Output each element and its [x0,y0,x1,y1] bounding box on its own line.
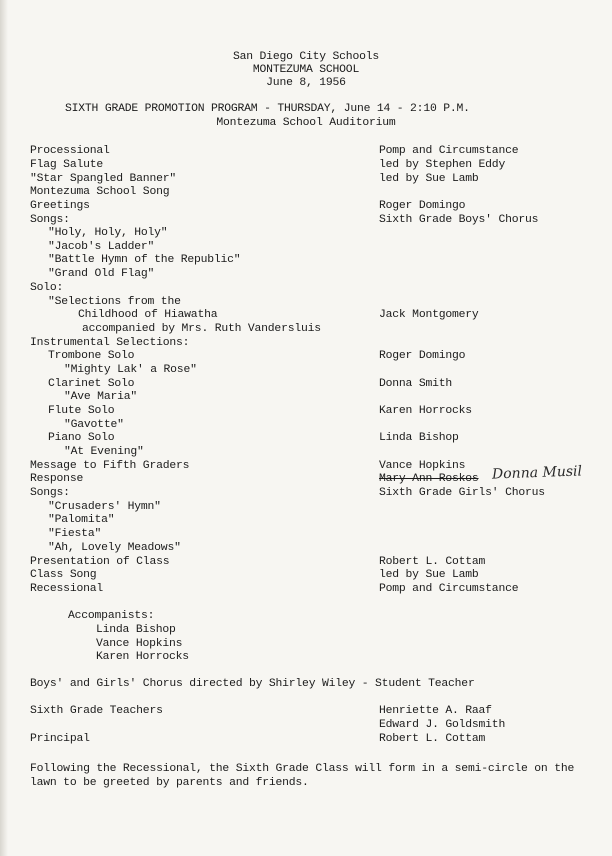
program-title: SIXTH GRADE PROMOTION PROGRAM - THURSDAY, June 14 - 2:10 P.M. [65,103,470,115]
performer: Jack Montgomery [379,309,479,321]
song-title: "Mighty Lak' a Rose" [64,364,197,376]
program-item: Greetings [30,200,90,212]
program-item: Songs: [30,214,70,226]
program-item: Class Song [30,569,97,581]
performer: led by Sue Lamb [379,569,479,581]
program-item: Presentation of Class [30,556,170,568]
handwritten-correction: Donna Musil [491,463,583,483]
program-item: Recessional [30,583,103,595]
song-title: "Palomita" [48,514,115,526]
district-name: San Diego City Schools [233,51,379,63]
instrument-solo: Clarinet Solo [48,378,135,390]
accompanist-name: Linda Bishop [96,624,176,636]
accompanist-name: Karen Horrocks [96,651,189,663]
program-item: Flag Salute [30,159,103,171]
performer: Sixth Grade Girls' Chorus [379,487,545,499]
accompaniment-note: accompanied by Mrs. Ruth Vandersluis [82,323,321,335]
program-location: Montezuma School Auditorium [216,117,396,129]
performer: Karen Horrocks [379,405,472,417]
song-title: "At Evening" [64,446,144,458]
instrument-solo: Flute Solo [48,405,115,417]
song-title: "Battle Hymn of the Republic" [48,254,241,266]
program-item: Response [30,473,84,485]
song-title: Childhood of Hiawatha [78,309,218,321]
program-item: Solo: [30,282,64,294]
performer: Linda Bishop [379,432,459,444]
document-date: June 8, 1956 [266,77,346,89]
teachers-label: Sixth Grade Teachers [30,705,163,717]
song-title: "Ah, Lovely Meadows" [48,542,181,554]
program-item: Songs: [30,487,70,499]
program-item: Processional [30,145,110,157]
performer: led by Sue Lamb [379,173,479,185]
performer: led by Stephen Eddy [379,159,506,171]
performer: Pomp and Circumstance [379,145,519,157]
program-item: Message to Fifth Graders [30,460,190,472]
chorus-director-note: Boys' and Girls' Chorus directed by Shirley Wiley - Student Teacher [30,678,475,690]
closing-note: Following the Recessional, the Sixth Grade Class will form in a semi-circle on the lawn to be greeted by parents and friends. [30,763,575,789]
performer: Pomp and Circumstance [379,583,519,595]
song-title: "Holy, Holy, Holy" [48,227,168,239]
program-item: Montezuma School Song [30,186,170,198]
song-title: "Ave Maria" [64,391,137,403]
principal-name: Robert L. Cottam [379,733,486,745]
song-title: "Grand Old Flag" [48,268,155,280]
performer: Sixth Grade Boys' Chorus [379,214,539,226]
performer: Vance Hopkins [379,460,466,472]
song-title: "Jacob's Ladder" [48,241,155,253]
instrument-solo: Piano Solo [48,432,115,444]
accompanists-label: Accompanists: [68,610,155,622]
instrument-solo: Trombone Solo [48,350,135,362]
performer: Donna Smith [379,378,452,390]
song-title: "Crusaders' Hymn" [48,501,161,513]
program-item: "Star Spangled Banner" [30,173,176,185]
school-name: MONTEZUMA SCHOOL [252,64,360,76]
performer: Roger Domingo [379,350,466,362]
principal-label: Principal [30,733,90,745]
performer: Roger Domingo [379,200,466,212]
teacher-name: Edward J. Goldsmith [379,719,506,731]
struck-performer: Mary Ann Roskos [379,473,479,485]
program-item: Instrumental Selections: [30,337,190,349]
song-title: "Gavotte" [64,419,124,431]
song-title: "Selections from the [48,296,181,308]
performer: Robert L. Cottam [379,556,486,568]
teacher-name: Henriette A. Raaf [379,705,492,717]
song-title: "Fiesta" [48,528,102,540]
accompanist-name: Vance Hopkins [96,638,183,650]
